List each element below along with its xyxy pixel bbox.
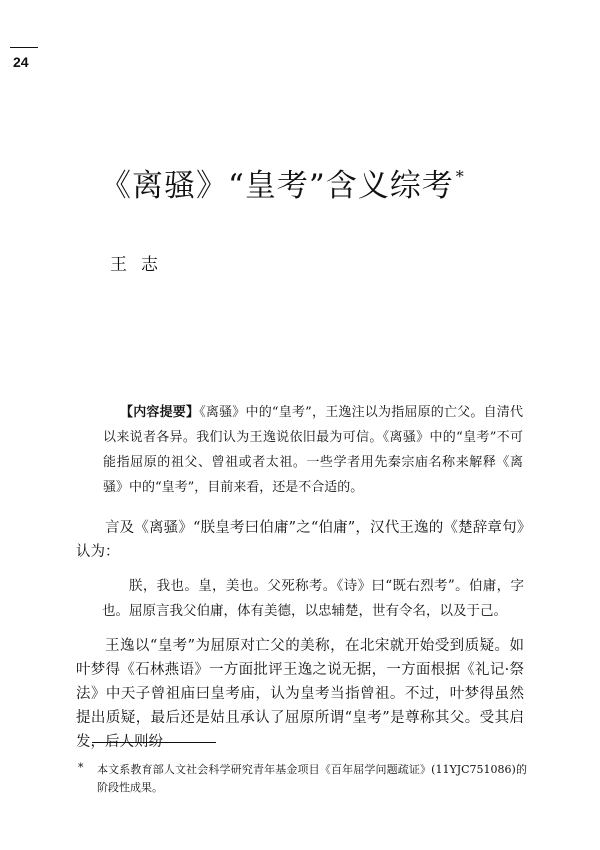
footnote-text: 本文系教育部人文社会科学研究青年基金项目《百年屈学问题疏证》(11YJC751086)的阶段性成果。 bbox=[97, 763, 527, 794]
block-quote: 朕，我也。皇，美也。父死称考。《诗》曰“既右烈考”。伯庸，字也。屈原言我父伯庸，体有美德，以忠辅楚，世有令名，以及于己。 bbox=[102, 578, 524, 619]
body-paragraph-2: 王逸以“皇考”为屈原对亡父的美称，在北宋就开始受到质疑。如叶梦得《石林燕语》一方面批评王逸之说无据，一方面根据《礼记·祭法》中天子曾祖庙曰皇考庙，认为皇考当指曾祖。不过，叶梦得虽然提出质疑，最后还是姑且承认了屈原所谓“皇考”是尊称其父。受其启发，后人则纷 bbox=[76, 638, 524, 750]
abstract-text: 《离骚》中的“皇考”，王逸注以为指屈原的亡父。自清代以来说者各异。我们认为王逸说依旧最为可信。《离骚》中的“皇考”不可能指屈原的祖父、曾祖或者太祖。一些学者用先秦宗庙名称来解释《离骚》中的“皇考”，目前来看，还是不合适的。 bbox=[103, 405, 523, 495]
page-number-rule bbox=[10, 47, 38, 48]
abstract bbox=[103, 400, 523, 500]
body-paragraph-1: 言及《离骚》“朕皇考曰伯庸”之“伯庸”，汉代王逸的《楚辞章句》认为： bbox=[76, 520, 524, 560]
footnote-rule bbox=[92, 742, 216, 743]
author-name: 王志 bbox=[110, 255, 172, 275]
footnote-mark: * bbox=[78, 761, 84, 774]
title-text: 《离骚》“皇考”含义综考 bbox=[100, 168, 454, 204]
title-footnote-mark: * bbox=[455, 167, 465, 186]
abstract-label: 【内容提要】 bbox=[120, 405, 200, 420]
article-title bbox=[100, 160, 465, 205]
page-number: 24 bbox=[13, 54, 29, 70]
